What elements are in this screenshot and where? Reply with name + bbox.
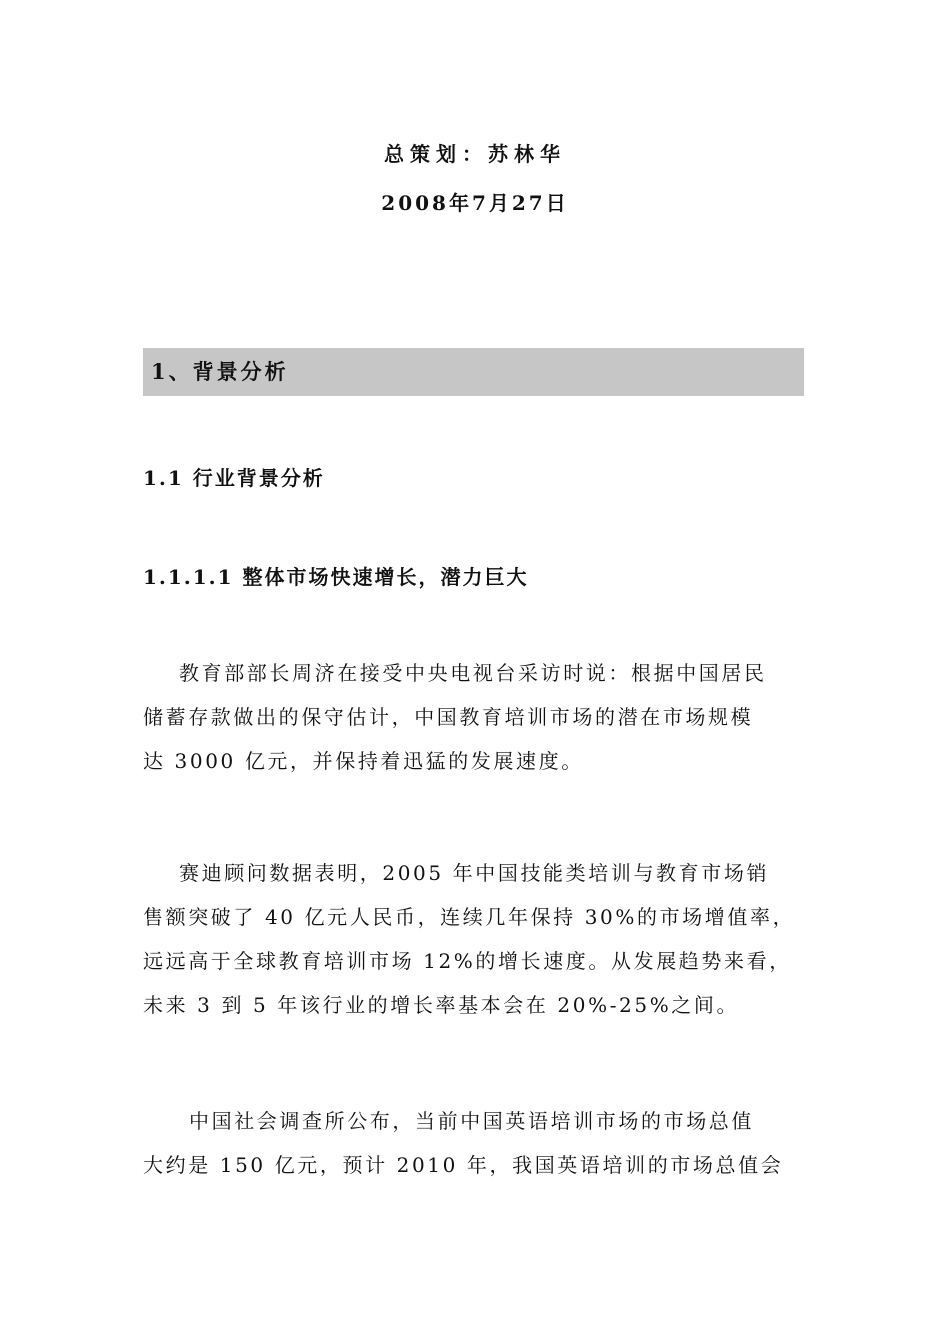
- paragraph-line: 未来 3 到 5 年该行业的增长率基本会在 20%-25%之间。: [143, 993, 740, 1017]
- planner-line: 总策划：苏林华: [384, 142, 566, 166]
- section-heading: 1、背景分析: [151, 359, 289, 384]
- section-heading-bar: [143, 348, 804, 396]
- paragraph-line: 储蓄存款做出的保守估计，中国教育培训市场的潜在市场规模: [143, 705, 754, 729]
- subsubsection-heading: 1.1.1.1 整体市场快速增长，潜力巨大: [143, 565, 529, 589]
- paragraph-line: 大约是 150 亿元，预计 2010 年，我国英语培训的市场总值会: [143, 1153, 784, 1177]
- paragraph-line: 远远高于全球教育培训市场 12%的增长速度。从发展趋势来看，: [143, 949, 792, 973]
- paragraph-line: 达 3000 亿元，并保持着迅猛的发展速度。: [143, 749, 584, 773]
- paragraph-2: [143, 851, 808, 1027]
- paragraph-line: 中国社会调查所公布，当前中国英语培训市场的市场总值: [189, 1109, 754, 1133]
- paragraph-line: 售额突破了 40 亿元人民币，连续几年保持 30%的市场增值率，: [143, 905, 796, 929]
- date-line: 2008年7月27日: [381, 191, 569, 215]
- paragraph-3: [143, 1099, 808, 1187]
- paragraph-line: 教育部部长周济在接受中央电视台采访时说：根据中国居民: [179, 661, 767, 685]
- paragraph-line: 赛迪顾问数据表明，2005 年中国技能类培训与教育市场销: [179, 861, 770, 885]
- subsection-heading: 1.1 行业背景分析: [143, 466, 325, 490]
- paragraph-1: [143, 651, 808, 783]
